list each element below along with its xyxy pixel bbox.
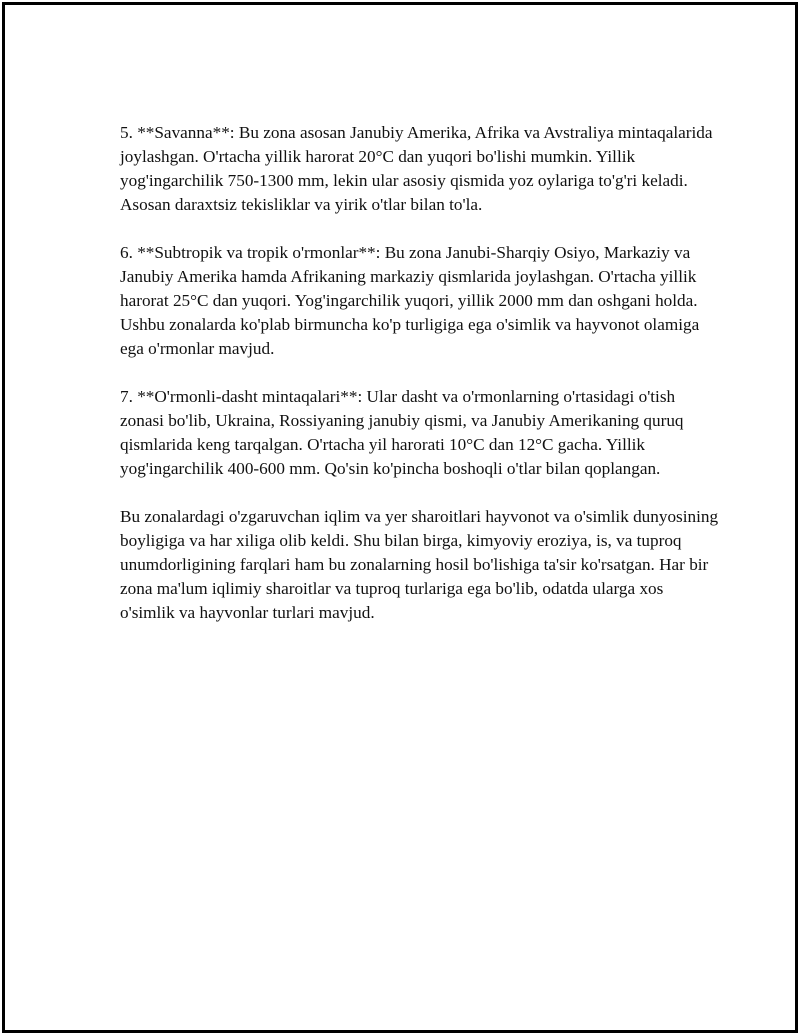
paragraph-forest-steppe: 7. **O'rmonli-dasht mintaqalari**: Ular dasht va o'rmonlarning o'rtasidagi o'tish zonasi bo'lib, Ukraina, Rossiyaning janubiy qismi, va Janubiy Amerikaning quruq qismlarida keng tarqalgan. O'rtacha yil harorati 10°C dan 12°C gacha. Yillik yog'ingarchilik 400-600 mm. Qo'sin ko'pincha boshoqli o'tlar bilan qoplangan. <box>120 387 684 478</box>
document-page <box>2 2 798 1033</box>
paragraph-savanna: 5. **Savanna**: Bu zona asosan Janubiy Amerika, Afrika va Avstraliya mintaqalarida joylashgan. O'rtacha yillik harorat 20°C dan yuqori bo'lishi mumkin. Yillik yog'ingarchilik 750-1300 mm, lekin ular asosiy qismida yoz oylariga to'g'ri keladi. Asosan daraxtsiz tekisliklar va yirik o'tlar bilan to'la. <box>120 123 713 214</box>
paragraph-summary: Bu zonalardagi o'zgaruvchan iqlim va yer sharoitlari hayvonot va o'simlik dunyosining boyligiga va har xiligа olib keldi. Shu bilan birga, kimyoviy eroziya, is, va tuproq unumdorligining farqlari ham bu zonalarning hosil bo'lishiga ta'sir ko'rsatgan. Har bir zona ma'lum iqlimiy sharoitlar va tuproq turlariga ega bo'lib, odatda ularga xos o'simlik va hayvonlar turlari mavjud. <box>120 507 719 622</box>
paragraph-tropical-forests: 6. **Subtropik va tropik o'rmonlar**: Bu zona Janubi-Sharqiy Osiyo, Markaziy va Janubiy Amerika hamda Afrikaning markaziy qismlarida joylashgan. O'rtacha yillik harorat 25°C dan yuqori. Yog'ingarchilik yuqori, yillik 2000 mm dan oshgani holda. Ushbu zonalarda ko'plab birmuncha ko'p turligiga ega o'simlik va hayvonot olamiga ega o'rmonlar mavjud. <box>120 243 700 358</box>
document-body <box>120 121 720 649</box>
